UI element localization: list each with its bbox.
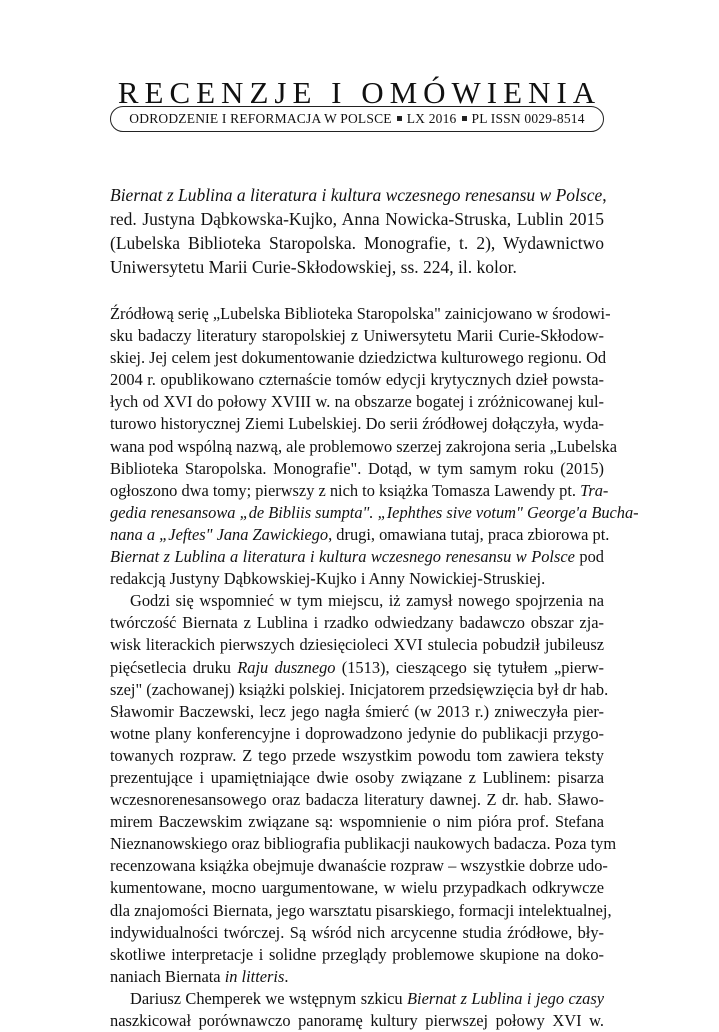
body-line	[110, 590, 604, 612]
bib-line	[110, 231, 604, 255]
text-run: 2004 r. opublikowano czternaście tomów edycji krytycznych dzieł powsta-	[110, 370, 604, 390]
body-line	[110, 789, 604, 811]
italic-title: Raju dusznego	[237, 657, 336, 677]
bib-line	[110, 183, 607, 207]
body-line	[110, 391, 604, 413]
text-run: wotne plany konferencyjne i doprowadzono jedynie do publikacji przygo-	[110, 723, 604, 743]
body-line	[110, 988, 604, 1010]
body-line	[110, 325, 604, 347]
italic-title: Tra-	[580, 480, 609, 500]
body-line	[110, 944, 604, 966]
text-run: .	[284, 966, 289, 986]
text-run: , drugi, omawiana tutaj, praca zbiorowa pt.	[328, 524, 610, 544]
journal-volume: LX 2016	[406, 111, 457, 126]
text-run: twórczość Biernata z Lublina i rzadko odwiedzany badawczo obszar zja-	[110, 613, 604, 633]
body-line	[110, 369, 604, 391]
text-run: Biblioteka Staropolska. Monografie". Dotąd, w tym samym roku (2015)	[110, 458, 604, 478]
text-run: mirem Baczewskim związane są: wspomnienie o nim pióra prof. Stefana	[110, 812, 604, 832]
text-run: red. Justyna Dąbkowska-Kujko, Anna Nowicka-Struska, Lublin 2015	[110, 209, 604, 229]
body-line	[110, 413, 604, 435]
body-line	[110, 524, 610, 546]
body-line	[110, 877, 604, 899]
text-run: szej" (zachowanej) książki polskiej. Inicjatorem przedsięwzięcia był dr hab.	[110, 679, 609, 699]
body-line	[110, 436, 617, 458]
text-run: (Lubelska Biblioteka Staropolska. Monografie, t. 2), Wydawnictwo	[110, 233, 604, 253]
body-line	[110, 811, 604, 833]
body-line	[110, 767, 604, 789]
text-run: Dariusz Chemperek we wstępnym szkicu	[130, 988, 408, 1008]
italic-title: Biernat z Lublina a literatura i kultura wczesnego renesansu w Polsce	[110, 547, 575, 567]
text-run: recenzowana książka obejmuje dwanaście rozpraw – wszystkie dobrze udo-	[110, 856, 608, 876]
text-run: ogłoszono dwa tomy; pierwszy z nich to książka Tomasza Lawendy pt.	[110, 480, 581, 500]
bib-line	[110, 207, 604, 231]
body-line	[110, 546, 604, 568]
body-line	[110, 922, 604, 944]
italic-title: gedia renesansowa „de Bibliis sumpta". „Iephthes sive votum" George'a Bucha-	[110, 502, 639, 522]
text-run: wana pod wspólną nazwą, ale problemowo szerzej zakrojona seria „Lubelska	[110, 436, 617, 456]
body-line	[110, 723, 604, 745]
review-body-text	[110, 303, 639, 1032]
body-line	[110, 900, 612, 922]
section-title: RECENZJE I OMÓWIENIA	[117, 74, 602, 110]
body-line	[110, 347, 607, 369]
text-run: skotliwe interpretacje i solidne przeglądy problemowe skupione na doko-	[110, 944, 604, 964]
text-run: indywidualności twórczej. Są wśród nich arcycenne studia źródłowe, bły-	[110, 922, 604, 942]
body-line	[110, 966, 604, 988]
bibliographic-entry	[110, 183, 607, 279]
bib-line	[110, 255, 604, 279]
body-line	[110, 634, 604, 656]
body-line	[110, 502, 639, 524]
text-run: sku badaczy literatury staropolskiej z Uniwersytetu Marii Curie-Skłodow-	[110, 326, 604, 346]
body-line	[110, 679, 609, 701]
text-run: Godzi się wspomnieć w tym miejscu, iż zamysł nowego spojrzenia na	[130, 591, 604, 611]
text-run: Uniwersytetu Marii Curie-Skłodowskiej, ss. 224, il. kolor.	[110, 257, 517, 277]
italic-title: in litteris	[224, 966, 285, 986]
body-line	[110, 701, 604, 723]
body-line	[110, 1010, 604, 1032]
text-run: redakcją Justyny Dąbkowskiej-Kujko i Anny Nowickiej-Struskiej.	[110, 569, 546, 589]
text-run: turowo historycznej Ziemi Lubelskiej. Do serii źródłowej dołączyła, wyda-	[110, 414, 604, 434]
body-line	[110, 458, 604, 480]
text-run: naszkicował porównawczo panoramę kultury pierwszej połowy XVI w.	[110, 1011, 604, 1030]
text-run: dla znajomości Biernata, jego warsztatu pisarskiego, formacji intelektualnej,	[110, 900, 612, 920]
text-run: pięćsetlecia druku	[110, 657, 238, 677]
body-line	[110, 568, 604, 590]
text-run: łych od XVI do połowy XVIII w. na obszarze bogatej i zróżnicowanej kul-	[110, 392, 604, 412]
body-line	[110, 745, 604, 767]
text-run: kumentowane, mocno uargumentowane, w wielu przypadkach odkrywcze	[110, 878, 604, 898]
body-line	[110, 657, 604, 679]
text-run: ,	[602, 185, 607, 205]
text-run: naniach Biernata	[110, 966, 225, 986]
body-line	[110, 612, 604, 634]
italic-title: Biernat z Lublina i jego czasy	[407, 988, 604, 1008]
text-run: towanych rozpraw. Z tego przede wszystkim powodu tom zawiera teksty	[110, 745, 604, 765]
text-run: (1513), cieszącego się tytułem „pierw-	[335, 657, 605, 677]
italic-title: Biernat z Lublina a literatura i kultura wczesnego renesansu w Polsce	[110, 185, 603, 205]
text-run: Źródłową serię „Lubelska Biblioteka Staropolska" zainicjowano w środowi-	[110, 304, 611, 323]
journal-issn: PL ISSN 0029-8514	[471, 111, 585, 126]
text-run: skiej. Jej celem jest dokumentowanie dziedzictwa kulturowego regionu. Od	[110, 348, 607, 368]
text-run: wczesnorenesansowego oraz badacza literatury dawnej. Z dr. hab. Sławo-	[110, 790, 604, 810]
separator-square-icon	[462, 116, 467, 121]
body-line	[110, 833, 617, 855]
text-run: Sławomir Baczewski, lecz jego nagła śmierć (w 2013 r.) zniweczyła pier-	[110, 701, 604, 721]
text-run: prezentujące i upamiętniające dwie osoby związane z Lublinem: pisarza	[110, 767, 604, 787]
journal-header-box	[110, 106, 604, 132]
body-line	[110, 855, 608, 877]
journal-title: ODRODZENIE I REFORMACJA W POLSCE	[129, 111, 392, 126]
italic-title: nana a „Jeftes" Jana Zawickiego	[110, 524, 329, 544]
text-run: pod	[574, 547, 604, 567]
text-run: Nieznanowskiego oraz bibliografia publikacji naukowych badacza. Poza tym	[110, 834, 617, 854]
text-run: wisk literackich pierwszych dziesięcioleci XVI stulecia pobudził jubileusz	[110, 635, 604, 655]
body-line	[110, 303, 611, 325]
body-line	[110, 480, 609, 502]
separator-square-icon	[397, 116, 402, 121]
